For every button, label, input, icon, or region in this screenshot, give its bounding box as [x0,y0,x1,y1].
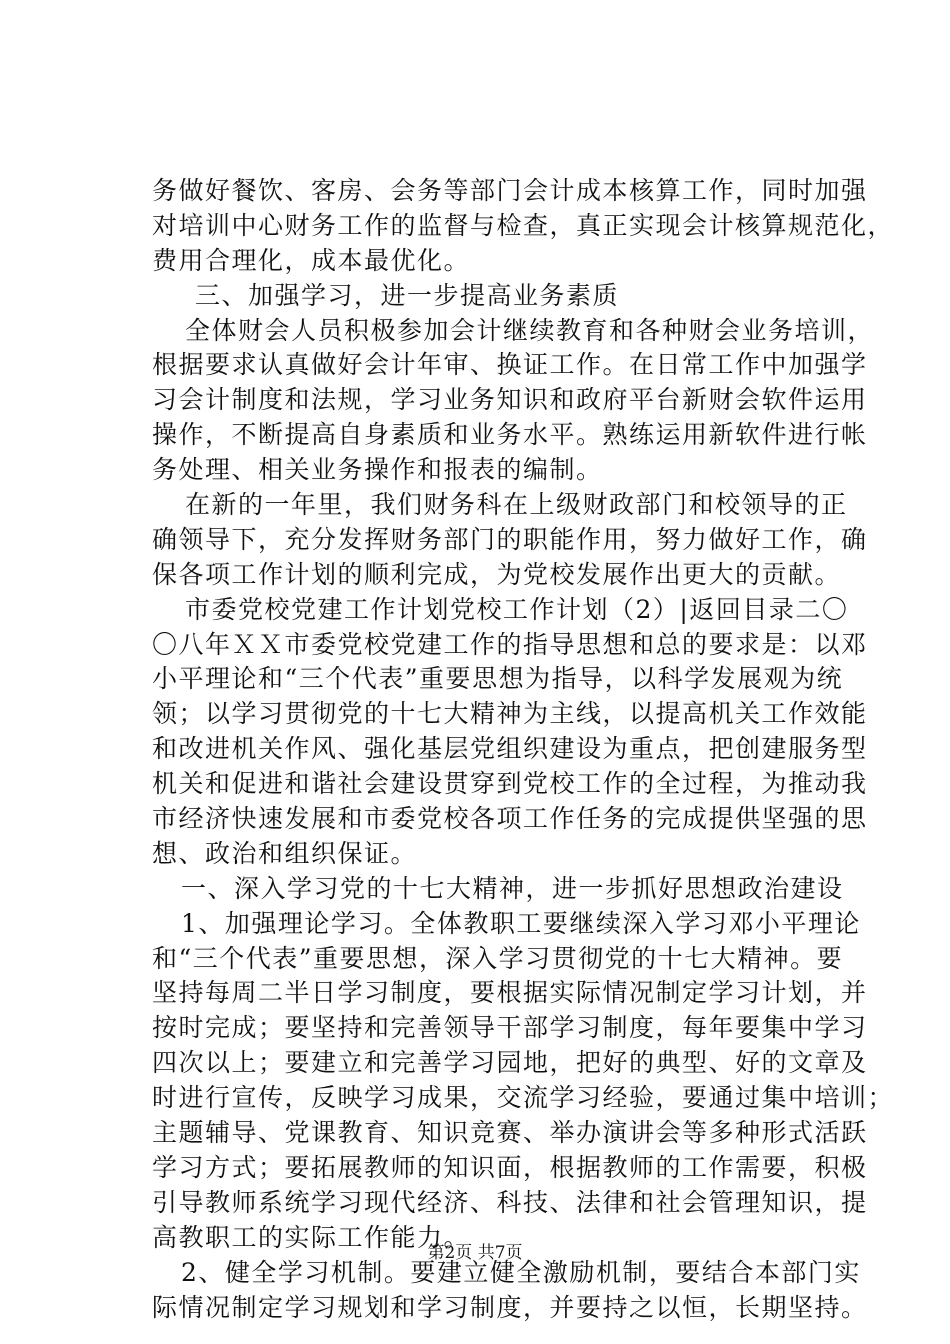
page-footer [0,1240,950,1266]
section-heading-3: 三、加强学习，进一步提高业务素质 [195,280,620,310]
text-line: 保各项工作计划的顺利完成，为党校发展作出更大的贡献。 [152,559,842,589]
text-line: 际情况制定学习规划和学习制度，并要持之以恒，长期坚持。 [152,1292,868,1322]
text-line: 费用合理化，成本最优化。 [152,245,471,275]
text-line: 务处理、相关业务操作和报表的编制。 [152,455,603,485]
text-line: 全体财会人员积极参加会计继续教育和各种财会业务培训， [185,315,875,345]
text-line: 确领导下，充分发挥财务部门的职能作用，努力做好工作，确 [152,524,868,554]
text-line: 操作，不断提高自身素质和业务水平。熟练运用新软件进行帐 [152,420,868,450]
text-line: 〇八年ＸＸ市委党校党建工作的指导思想和总的要求是：以邓 [152,629,868,659]
text-line: 坚持每周二半日学习制度，要根据实际情况制定学习计划，并 [152,978,868,1008]
text-line: 根据要求认真做好会计年审、换证工作。在日常工作中加强学 [152,350,868,380]
text-line: 机关和促进和谐社会建设贯穿到党校工作的全过程，为推动我 [152,769,868,799]
text-line: 习会计制度和法规，学习业务知识和政府平台新财会软件运用 [152,385,868,415]
text-line: 学习方式；要拓展教师的知识面，根据教师的工作需要，积极 [152,1152,868,1182]
text-line: 领；以学习贯彻党的十七大精神为主线，以提高机关工作效能 [152,699,868,729]
text-line: 主题辅导、党课教育、知识竞赛、举办演讲会等多种形式活跃 [152,1118,868,1148]
text-line: 四次以上；要建立和完善学习园地，把好的典型、好的文章及 [152,1048,868,1078]
section-heading-1: 一、深入学习党的十七大精神，进一步抓好思想政治建设 [181,873,844,903]
text-line: 小平理论和“三个代表”重要思想为指导，以科学发展观为统 [152,664,844,694]
document-body [152,174,895,1325]
text-line: 务做好餐饮、客房、会务等部门会计成本核算工作，同时加强 [152,176,868,205]
text-line: 按时完成；要坚持和完善领导干部学习制度，每年要集中学习 [152,1013,868,1043]
numbered-item-2: 2、健全学习机制。要建立健全激励机制，要结合本部门实 [181,1257,861,1287]
text-line: 对培训中心财务工作的监督与检查，真正实现会计核算规范化， [152,210,895,240]
text-line: 引导教师系统学习现代经济、科技、法律和社会管理知识，提 [152,1187,868,1217]
text-line: 高教职工的实际工作能力。 [152,1222,471,1252]
text-line: 和“三个代表”重要思想，深入学习贯彻党的十七大精神。要 [152,943,844,973]
document-title-line: 市委党校党建工作计划党校工作计划（2）|返回目录二〇 [185,594,849,624]
text-line: 想、政治和组织保证。 [152,838,418,868]
text-line: 在新的一年里，我们财务科在上级财政部门和校领导的正 [185,490,848,520]
page-number: 第2页 共7页 [427,1243,523,1263]
numbered-item-1: 1、加强理论学习。全体教职工要继续深入学习邓小平理论 [181,908,861,938]
text-line: 时进行宣传，反映学习成果，交流学习经验，要通过集中培训； [152,1083,895,1113]
text-line: 市经济快速发展和市委党校各项工作任务的完成提供坚强的思 [152,804,868,834]
text-line: 和改进机关作风、强化基层党组织建设为重点，把创建服务型 [152,734,868,764]
